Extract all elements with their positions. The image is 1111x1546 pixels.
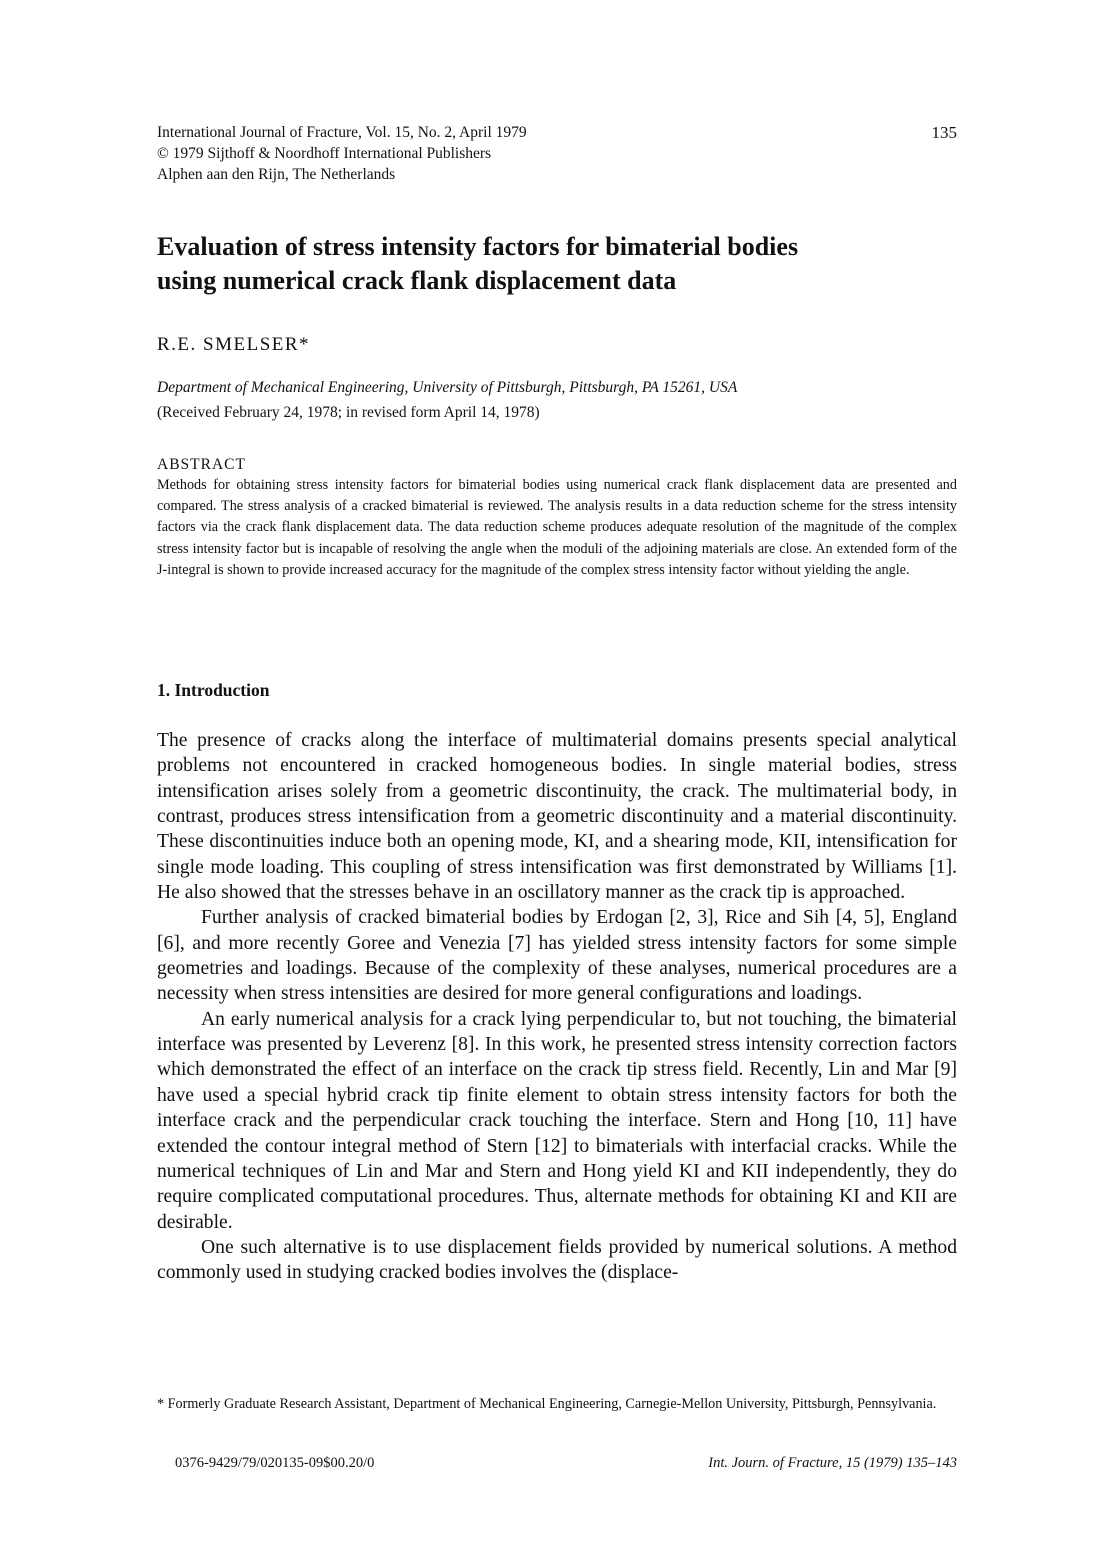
copyright-line: © 1979 Sijthoff & Noordhoff International Publishers — [157, 145, 492, 162]
title-line-2: using numerical crack flank displacement data — [157, 266, 677, 295]
author-name: R.E. SMELSER* — [157, 334, 311, 355]
journal-citation: Int. Journ. of Fracture, 15 (1979) 135–143 — [708, 1455, 957, 1471]
author-affiliation: Department of Mechanical Engineering, University of Pittsburgh, Pittsburgh, PA 15261, USA — [157, 379, 738, 396]
received-dates: (Received February 24, 1978; in revised form April 14, 1978) — [157, 404, 540, 421]
paragraph: One such alternative is to use displacement fields provided by numerical solutions. A method commonly used in studying cracked bodies involves the (displace- — [157, 1236, 957, 1284]
footnote: * Formerly Graduate Research Assistant, Department of Mechanical Engineering, Carnegie-Mellon University, Pittsburgh, Pennsylvania. — [157, 1396, 937, 1412]
paragraph: Further analysis of cracked bimaterial bodies by Erdogan [2, 3], Rice and Sih [4, 5], England [6], and more recently Goree and Venezia [7] has yielded stress intensity factors for some simple geometries and loadings. Because of the complexity of these analyses, numerical procedures are a necessity when stress intensities are desired for more general configurations and loadings. — [157, 907, 957, 1005]
journal-header — [157, 122, 957, 185]
abstract — [157, 455, 957, 581]
paper-title — [157, 230, 957, 298]
paragraph: An early numerical analysis for a crack lying perpendicular to, but not touching, the bimaterial interface was presented by Leverenz [8]. In this work, he presented stress intensity correction factors which demonstrated the effect of an interface on the crack tip stress field. Recently, Lin and Mar [9] have used a special hybrid crack tip finite element to obtain stress intensity factors for both the interface crack and the perpendicular crack touching the interface. Stern and Hong [10, 11] have extended the contour integral method of Stern [12] to bimaterials with interfacial cracks. While the numerical techniques of Lin and Mar and Stern and Hong yield KI and KII independently, they do require complicated computational procedures. Thus, alternate methods for obtaining KI and KII are desirable. — [157, 1008, 957, 1233]
section-body — [157, 728, 957, 1286]
journal-line: International Journal of Fracture, Vol. 15, No. 2, April 1979 — [157, 124, 527, 141]
section-heading: 1. Introduction — [157, 680, 270, 700]
page-number: 135 — [931, 123, 957, 142]
title-line-1: Evaluation of stress intensity factors for bimaterial bodies — [157, 232, 799, 261]
abstract-text: Methods for obtaining stress intensity factors for bimaterial bodies using numerical crack flank displacement data are presented and compared. The stress analysis of a cracked bimaterial is reviewed. The analysis results in a data reduction scheme for the stress intensity factors via the crack flank displacement data. The data reduction scheme produces adequate resolution of the magnitude of the complex stress intensity factor but is incapable of resolving the angle when the moduli of the adjoining materials are close. An extended form of the J-integral is shown to provide increased accuracy for the magnitude of the complex stress intensity factor without yielding the angle. — [157, 477, 957, 578]
abstract-label: ABSTRACT — [157, 456, 246, 473]
paragraph: The presence of cracks along the interface of multimaterial domains presents special analytical problems not encountered in cracked homogeneous bodies. In single material bodies, stress intensification arises solely from a geometric discontinuity, the crack. The multimaterial body, in contrast, produces stress intensification from a geometric discontinuity and a material discontinuity. These discontinuities induce both an opening mode, KI, and a shearing mode, KII, intensification for single mode loading. This coupling of stress intensification was first demonstrated by Williams [1]. He also showed that the stresses behave in an oscillatory manner as the crack tip is approached. — [157, 730, 957, 904]
location-line: Alphen aan den Rijn, The Netherlands — [157, 166, 396, 183]
issn-code: 0376-9429/79/020135-09$00.20/0 — [175, 1455, 375, 1471]
